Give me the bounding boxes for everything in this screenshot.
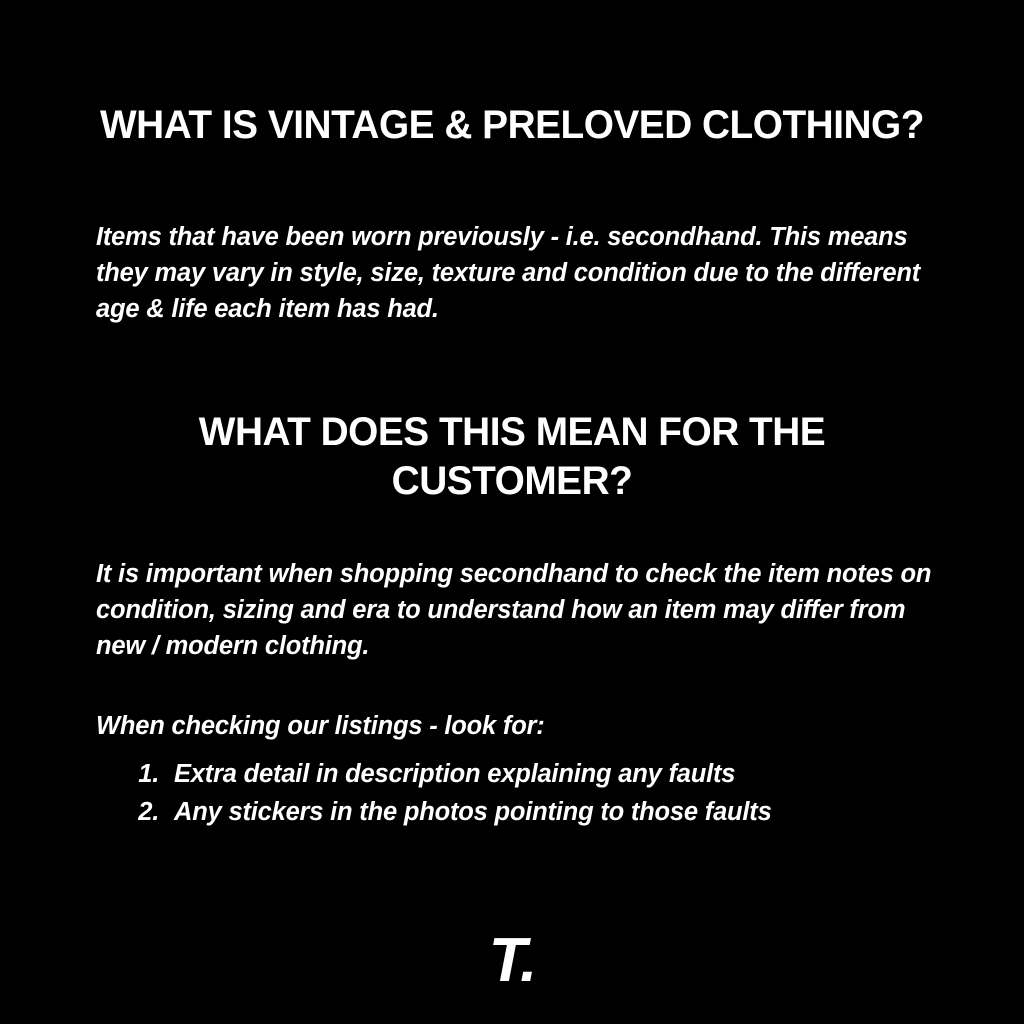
section-title: WHAT DOES THIS MEAN FOR THE CUSTOMER?: [198, 410, 826, 503]
page-title: WHAT IS VINTAGE & PRELOVED CLOTHING?: [100, 102, 924, 147]
customer-guidance-paragraph: It is important when shopping secondhand to check the item notes on condition, sizing and era to understand how an item may differ from new / modern clothing.: [96, 559, 932, 660]
brand-logo: T.: [488, 926, 536, 995]
definition-paragraph: Items that have been worn previously - i.e. secondhand. This means they may vary in style, size, texture and condition due to the different age & life each item has had.: [96, 222, 920, 323]
listings-lead-in: When checking our listings - look for:: [96, 711, 545, 740]
checklist: [120, 755, 928, 832]
list-item: 1. Extra detail in description explaining any faults: [166, 755, 928, 793]
list-item: 2. Any stickers in the photos pointing to those faults: [166, 793, 928, 831]
